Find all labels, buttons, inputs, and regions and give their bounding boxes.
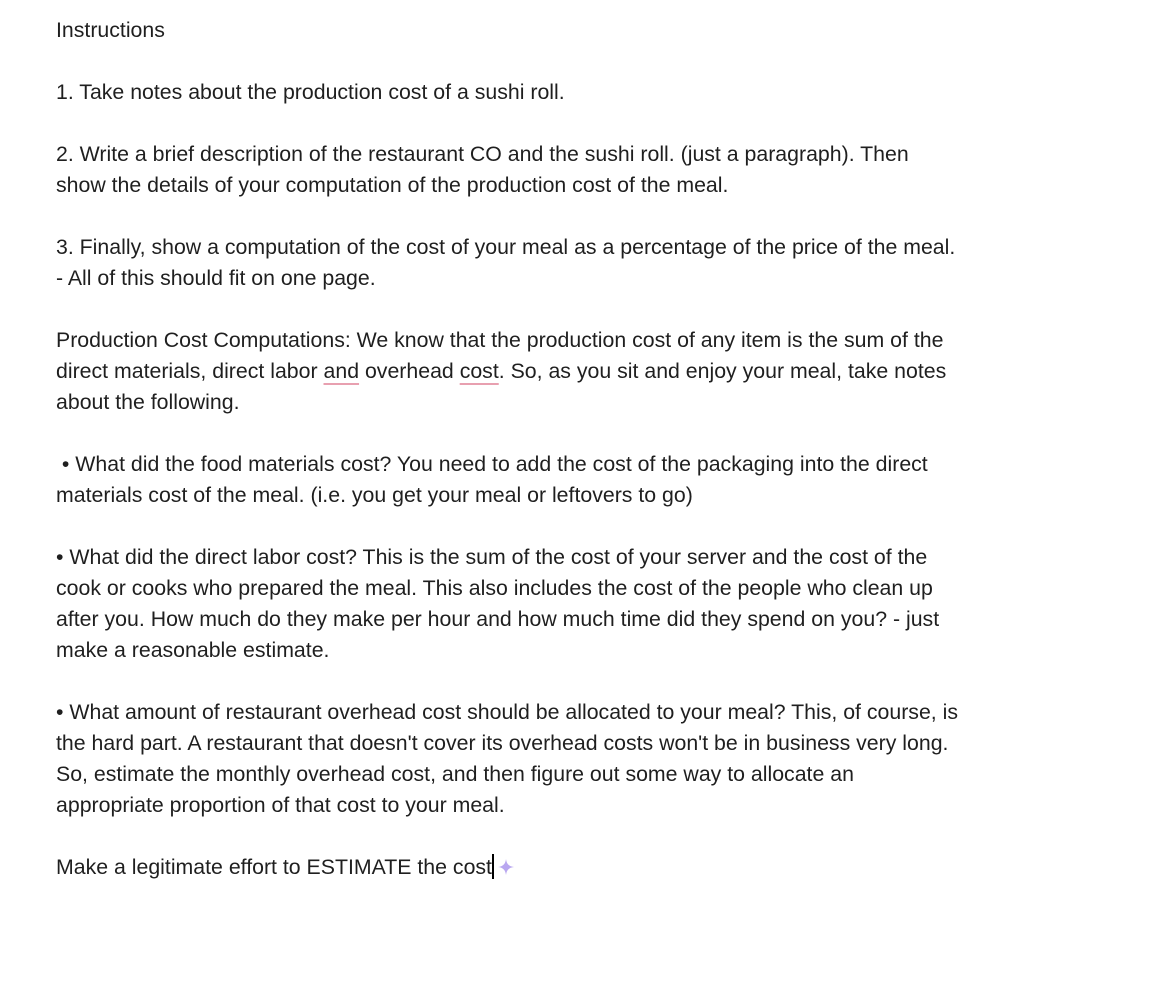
bullet-materials-line-2: materials cost of the meal. (i.e. you get your meal or leftovers to go) [56,483,693,507]
closing-line [56,852,1056,883]
production-line-3: about the following. [56,390,240,414]
production-line-2 [56,356,1056,387]
document-body[interactable] [56,15,1056,883]
production-line-2-part-b: overhead [359,359,460,383]
blank-line [56,418,1056,449]
closing-text: Make a legitimate effort to ESTIMATE the cost [56,855,492,879]
production-line-2-part-a: direct materials, direct labor [56,359,324,383]
step-2-line-2: show the details of your computation of the production cost of the meal. [56,173,729,197]
blank-line [56,201,1056,232]
blank-line [56,294,1056,325]
bullet-labor-line-3: after you. How much do they make per hour and how much time did they spend on you? - just [56,607,940,631]
blank-line [56,108,1056,139]
bullet-labor-line-1: • What did the direct labor cost? This is the sum of the cost of your server and the cost of the [56,545,928,569]
bullet-overhead-line-2: the hard part. A restaurant that doesn't cover its overhead costs won't be in business very long. [56,731,949,755]
bullet-overhead-line-1: • What amount of restaurant overhead cost should be allocated to your meal? This, of course, is [56,700,959,724]
blank-line [56,511,1056,542]
bullet-overhead-line-4: appropriate proportion of that cost to your meal. [56,793,505,817]
blank-line [56,821,1056,852]
step-2-line-1: 2. Write a brief description of the restaurant CO and the sushi roll. (just a paragraph). Then [56,142,909,166]
blank-line [56,46,1056,77]
blank-line [56,666,1056,697]
sparkle-icon[interactable] [497,858,515,876]
spellcheck-word-and[interactable]: and [323,359,360,383]
bullet-materials-line-1: • What did the food materials cost? You need to add the cost of the packaging into the direct [56,452,928,476]
bullet-labor-line-2: cook or cooks who prepared the meal. This also includes the cost of the people who clean up [56,576,933,600]
step-1: 1. Take notes about the production cost of a sushi roll. [56,80,565,104]
document-heading: Instructions [56,18,165,42]
bullet-overhead-line-3: So, estimate the monthly overhead cost, and then figure out some way to allocate an [56,762,854,786]
production-line-1: Production Cost Computations: We know that the production cost of any item is the sum of the [56,328,944,352]
production-line-2-part-c: . So, as you sit and enjoy your meal, take notes [498,359,947,383]
bullet-labor-line-4: make a reasonable estimate. [56,638,330,662]
spellcheck-word-cost[interactable]: cost [459,359,499,383]
text-cursor [492,854,494,879]
step-3-line-2: - All of this should fit on one page. [56,266,376,290]
step-3-line-1: 3. Finally, show a computation of the cost of your meal as a percentage of the price of the meal. [56,235,956,259]
